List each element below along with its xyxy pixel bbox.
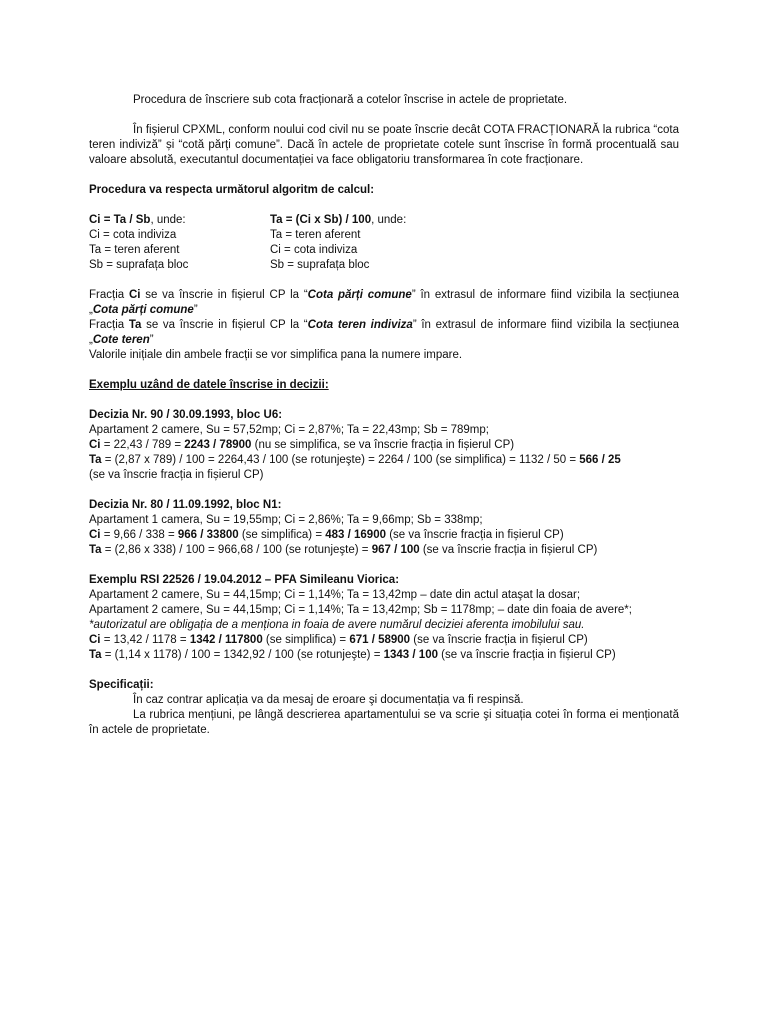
definition-row: [89, 228, 679, 243]
definition: Ci = cota indiviza: [270, 244, 358, 256]
intro-paragraph: În fișierul CPXML, conform noului cod civil nu se poate înscrie decât COTA FRACȚIONARĂ la rubrica “cota teren indiviză” și “cotă părți comune”. Dacă în actele de proprietate cotele sunt înscrise în formă procentuală sau valoare absolută, executantul documentației va face obligatoriu transformarea în cote fracționare.: [89, 124, 679, 166]
definition: Ta = teren aferent: [270, 229, 361, 241]
formula-row: [89, 213, 679, 228]
definition: Sb = suprafața bloc: [89, 259, 189, 271]
fraction-ci-paragraph: Fracția Ci se va înscrie in fișierul CP la “Cota părți comune” în extrasul de informare fiind vizibila la secțiunea „Cota părți comune”: [89, 289, 679, 316]
example-3-ta: Ta = (1,14 x 1178) / 100 = 1342,92 / 100 (se rotunjeşte) = 1343 / 100 (se va înscrie fracția in fișierul CP): [89, 649, 616, 661]
document-page: [89, 93, 679, 738]
example-1-apartment: Apartament 2 camere, Su = 57,52mp; Ci = 2,87%; Ta = 22,43mp; Sb = 789mp;: [89, 424, 489, 436]
definition: Ci = cota indiviza: [89, 229, 177, 241]
formula-ta: Ta = (Ci x Sb) / 100: [270, 214, 372, 226]
definition: Sb = suprafața bloc: [270, 259, 370, 271]
specs-paragraph-2: La rubrica mențiuni, pe lângă descrierea apartamentului se va scrie şi situația cotei în forma ei menționată în actele de proprietate.: [89, 709, 679, 736]
definition-row: [89, 258, 679, 273]
example-1-ta: Ta = (2,87 x 789) / 100 = 2264,43 / 100 (se rotunjeşte) = 2264 / 100 (se simplifica) = 1132 / 50 = 566 / 25 (se va înscrie fracția in fișierul CP): [89, 454, 621, 481]
example-3-title: Exemplu RSI 22526 / 19.04.2012 – PFA Simileanu Viorica:: [89, 574, 400, 586]
fraction-ta-paragraph: Fracția Ta se va înscrie in fișierul CP la “Cota teren indiviza” în extrasul de informare fiind vizibila la secțiunea „Cote teren”: [89, 319, 680, 346]
example-2-apartment: Apartament 1 camera, Su = 19,55mp; Ci = 2,86%; Ta = 9,66mp; Sb = 338mp;: [89, 514, 483, 526]
example-2-title: Decizia Nr. 80 / 11.09.1992, bloc N1:: [89, 499, 282, 511]
example-3-apartment-act: Apartament 2 camere, Su = 44,15mp; Ci = 1,14%; Ta = 13,42mp – date din actul ataşat la dosar;: [89, 589, 581, 601]
document-title: Procedura de înscriere sub cota fracționară a cotelor înscrise in actele de proprietate.: [133, 94, 568, 106]
example-3-ci: Ci = 13,42 / 1178 = 1342 / 117800 (se simplifica) = 671 / 58900 (se va înscrie fracția in fișierul CP): [89, 634, 588, 646]
definition: Ta = teren aferent: [89, 244, 180, 256]
formula-ci: Ci = Ta / Sb: [89, 214, 151, 226]
fraction-note: Valorile inițiale din ambele fracții se vor simplifica pana la numere impare.: [89, 349, 463, 361]
example-1-title: Decizia Nr. 90 / 30.09.1993, bloc U6:: [89, 409, 283, 421]
specs-paragraph-1: În caz contrar aplicația va da mesaj de eroare şi documentația va fi respinsă.: [133, 694, 524, 706]
example-1-ci: Ci = 22,43 / 789 = 2243 / 78900 (nu se simplifica, se va înscrie fracția in fișierul CP): [89, 439, 515, 451]
example-2-ta: Ta = (2,86 x 338) / 100 = 966,68 / 100 (se rotunjeşte) = 967 / 100 (se va înscrie fracția in fișierul CP): [89, 544, 598, 556]
formula-suffix: , unde:: [371, 214, 407, 226]
specs-heading: Specificații:: [89, 679, 154, 691]
examples-heading: Exemplu uzând de datele înscrise in decizii:: [89, 379, 329, 391]
formula-suffix: , unde:: [150, 214, 186, 226]
example-2-ci: Ci = 9,66 / 338 = 966 / 33800 (se simplifica) = 483 / 16900 (se va înscrie fracția in fișierul CP): [89, 529, 564, 541]
algorithm-heading: Procedura va respecta următorul algoritm de calcul:: [89, 184, 375, 196]
definition-row: [89, 243, 679, 258]
example-3-apartment-avere: Apartament 2 camere, Su = 44,15mp; Ci = 1,14%; Ta = 13,42mp; Sb = 1178mp; – date din foaia de avere*;: [89, 604, 632, 616]
example-3-note: *autorizatul are obligația de a menționa in foaia de avere numărul deciziei aferenta imobilului sau.: [89, 619, 585, 631]
formula-block: [89, 213, 679, 273]
